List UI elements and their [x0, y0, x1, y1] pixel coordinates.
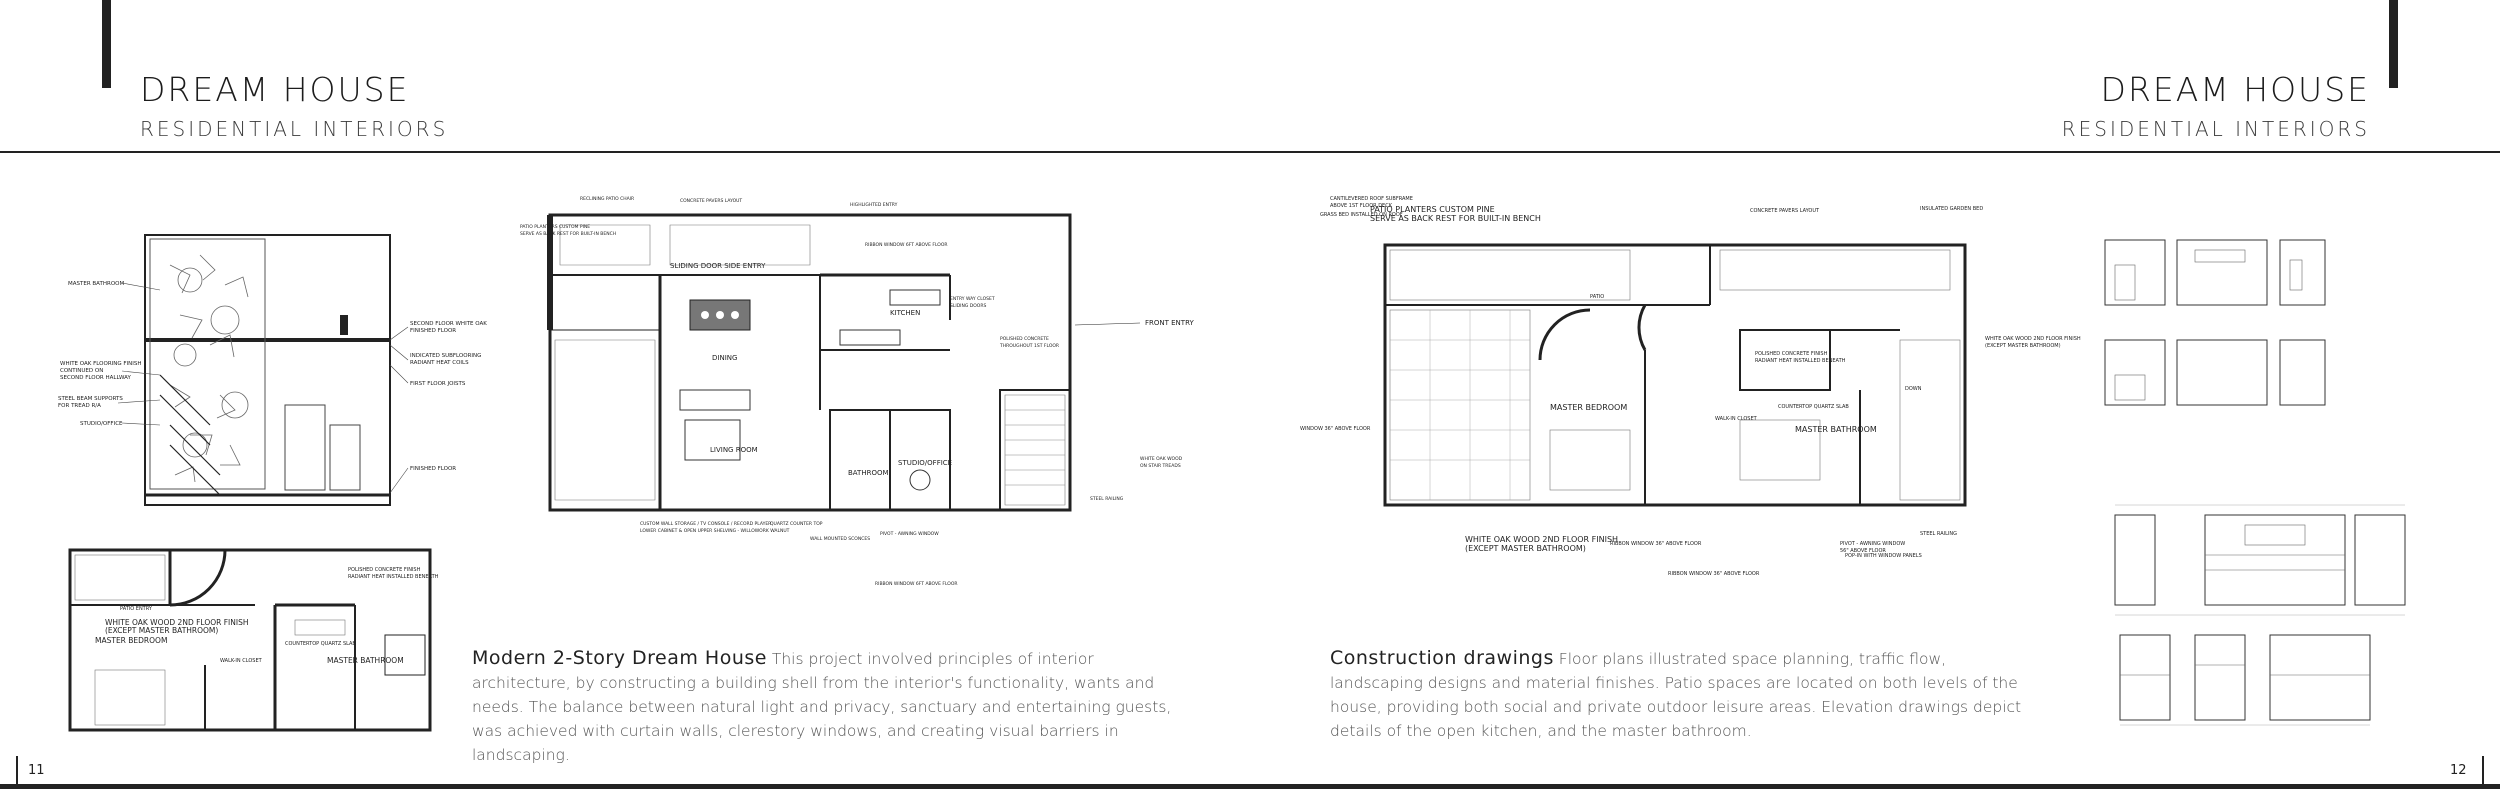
svg-text:RADIANT HEAT INSTALLED BENEATH: RADIANT HEAT INSTALLED BENEATH: [348, 574, 439, 580]
svg-text:PATIO ENTRY: PATIO ENTRY: [120, 606, 152, 612]
svg-text:SERVE AS BACK REST FOR BUILT-I: SERVE AS BACK REST FOR BUILT-IN BENCH: [520, 232, 617, 237]
left-description-body: This project involved principles of interior architecture, by constructing a building shell from the interior's functionality, wants and needs. The balance between natural light and privacy, sanctuary and entertaining guests, was achieved with curtain walls, clerestory windows, and creating visual barriers in landscaping.: [472, 650, 1172, 764]
svg-text:MASTER BATHROOM: MASTER BATHROOM: [1795, 425, 1877, 434]
svg-text:RIBBON WINDOW 6FT ABOVE FLOOR: RIBBON WINDOW 6FT ABOVE FLOOR: [865, 243, 948, 248]
svg-text:POLISHED CONCRETE: POLISHED CONCRETE: [1000, 337, 1049, 342]
svg-text:CONTINUED ON: CONTINUED ON: [60, 368, 104, 374]
header-rule: [0, 151, 2500, 153]
second-floor-plan: [1300, 190, 2081, 590]
svg-text:DINING: DINING: [712, 354, 738, 362]
svg-text:COUNTERTOP QUARTZ SLAB: COUNTERTOP QUARTZ SLAB: [285, 641, 356, 647]
svg-text:KITCHEN: KITCHEN: [890, 309, 921, 317]
svg-text:PATIO PLANTERS CUSTOM PINE: PATIO PLANTERS CUSTOM PINE: [520, 225, 591, 230]
svg-text:RIBBON WINDOW 36" ABOVE FLOOR: RIBBON WINDOW 36" ABOVE FLOOR: [1668, 571, 1760, 577]
svg-text:SLIDING DOORS: SLIDING DOORS: [950, 304, 987, 309]
right-header-subtitle: RESIDENTIAL INTERIORS: [2061, 117, 2370, 141]
left-header-bar: [102, 0, 111, 88]
svg-text:MASTER BEDROOM: MASTER BEDROOM: [1550, 403, 1628, 412]
svg-text:STUDIO/OFFICE: STUDIO/OFFICE: [898, 459, 953, 467]
svg-text:(EXCEPT MASTER BATHROOM): (EXCEPT MASTER BATHROOM): [1465, 544, 1586, 553]
svg-text:FINISHED FLOOR: FINISHED FLOOR: [410, 328, 457, 334]
footer-rule: [0, 784, 2500, 789]
svg-text:SECOND FLOOR HALLWAY: SECOND FLOOR HALLWAY: [60, 375, 131, 381]
elevation-drawings: [2095, 225, 2425, 755]
svg-text:PIVOT - AWNING WINDOW: PIVOT - AWNING WINDOW: [880, 532, 939, 537]
left-header-subtitle: RESIDENTIAL INTERIORS: [140, 117, 449, 141]
svg-text:WINDOW 36" ABOVE FLOOR: WINDOW 36" ABOVE FLOOR: [1300, 426, 1371, 432]
svg-text:WHITE OAK FLOORING FINISH: WHITE OAK FLOORING FINISH: [60, 361, 142, 367]
svg-text:LIVING ROOM: LIVING ROOM: [710, 446, 758, 454]
svg-text:STEEL RAILING: STEEL RAILING: [1920, 531, 1957, 537]
svg-text:MASTER BEDROOM: MASTER BEDROOM: [95, 636, 168, 645]
svg-text:LOWER CABINET & OPEN UPPER SHE: LOWER CABINET & OPEN UPPER SHELVING - WILLOWORK WALNUT: [640, 529, 790, 534]
svg-text:MASTER BATHROOM: MASTER BATHROOM: [68, 281, 125, 287]
svg-text:SERVE AS BACK REST FOR BUILT-I: SERVE AS BACK REST FOR BUILT-IN BENCH: [1370, 214, 1541, 223]
svg-text:56" ABOVE FLOOR: 56" ABOVE FLOOR: [1840, 548, 1886, 554]
svg-text:ON STAIR TREADS: ON STAIR TREADS: [1140, 464, 1181, 469]
svg-text:WALK-IN CLOSET: WALK-IN CLOSET: [1715, 416, 1757, 422]
svg-text:STEEL RAILING: STEEL RAILING: [1090, 497, 1124, 502]
svg-text:(EXCEPT MASTER BATHROOM): (EXCEPT MASTER BATHROOM): [1985, 343, 2061, 349]
left-footer-mark: [16, 756, 18, 786]
svg-text:WHITE OAK WOOD 2ND FLOOR FINIS: WHITE OAK WOOD 2ND FLOOR FINISH: [1465, 535, 1619, 544]
svg-text:CANTILEVERED ROOF SUBFRAME: CANTILEVERED ROOF SUBFRAME: [1330, 196, 1413, 202]
svg-text:WHITE OAK WOOD 2ND FLOOR FINIS: WHITE OAK WOOD 2ND FLOOR FINISH: [1985, 336, 2081, 342]
svg-text:STEEL BEAM SUPPORTS: STEEL BEAM SUPPORTS: [58, 396, 123, 402]
svg-text:DOWN: DOWN: [1905, 386, 1922, 392]
svg-text:BATHROOM: BATHROOM: [848, 469, 889, 477]
svg-text:FRONT ENTRY: FRONT ENTRY: [1145, 319, 1194, 327]
svg-text:FIRST FLOOR JOISTS: FIRST FLOOR JOISTS: [410, 381, 466, 387]
svg-text:GRASS BED INSTALLED ON ROOF: GRASS BED INSTALLED ON ROOF: [1320, 212, 1403, 218]
first-floor-plan: [520, 190, 1220, 590]
left-header-title: DREAM HOUSE: [140, 70, 410, 109]
svg-text:INSULATED GARDEN BED: INSULATED GARDEN BED: [1920, 206, 1984, 212]
svg-text:RECLINING PATIO CHAIR: RECLINING PATIO CHAIR: [580, 197, 635, 202]
left-description-title: Modern 2-Story Dream House: [472, 647, 767, 669]
svg-text:CONCRETE PAVERS LAYOUT: CONCRETE PAVERS LAYOUT: [1750, 208, 1820, 214]
svg-text:CUSTOM WALL STORAGE / TV CONSO: CUSTOM WALL STORAGE / TV CONSOLE / RECORD PLAYER: [640, 522, 772, 527]
svg-text:RIBBON WINDOW 6FT ABOVE FLOOR: RIBBON WINDOW 6FT ABOVE FLOOR: [875, 582, 958, 587]
svg-text:PIVOT - AWNING WINDOW: PIVOT - AWNING WINDOW: [1840, 541, 1906, 547]
section-drawing: [50, 225, 487, 515]
svg-text:CONCRETE PAVERS LAYOUT: CONCRETE PAVERS LAYOUT: [680, 199, 743, 204]
svg-text:WHITE OAK WOOD 2ND FLOOR FINIS: WHITE OAK WOOD 2ND FLOOR FINISH: [105, 618, 249, 627]
right-header-title: DREAM HOUSE: [2100, 70, 2370, 109]
svg-text:INDICATED SUBFLOORING: INDICATED SUBFLOORING: [410, 353, 482, 359]
svg-text:SLIDING DOOR SIDE ENTRY: SLIDING DOOR SIDE ENTRY: [670, 262, 766, 270]
svg-text:HIGHLIGHTED ENTRY: HIGHLIGHTED ENTRY: [850, 203, 898, 208]
svg-text:COUNTERTOP QUARTZ SLAB: COUNTERTOP QUARTZ SLAB: [1778, 404, 1849, 410]
svg-text:MASTER BATHROOM: MASTER BATHROOM: [327, 656, 404, 665]
svg-text:ABOVE 1ST FLOOR DECK: ABOVE 1ST FLOOR DECK: [1330, 203, 1392, 209]
left-description: [472, 646, 1172, 767]
right-header-bar: [2389, 0, 2398, 88]
svg-text:POLISHED CONCRETE FINISH: POLISHED CONCRETE FINISH: [348, 567, 421, 573]
svg-text:RIBBON WINDOW 36" ABOVE FLOOR: RIBBON WINDOW 36" ABOVE FLOOR: [1610, 541, 1702, 547]
right-page-number: 12: [2450, 763, 2467, 778]
svg-text:SECOND FLOOR WHITE OAK: SECOND FLOOR WHITE OAK: [410, 321, 487, 327]
right-footer-mark: [2482, 756, 2484, 786]
svg-text:WHITE OAK WOOD: WHITE OAK WOOD: [1140, 457, 1183, 462]
svg-text:POLISHED CONCRETE FINISH: POLISHED CONCRETE FINISH: [1755, 351, 1828, 357]
svg-text:STUDIO/OFFICE: STUDIO/OFFICE: [80, 421, 123, 427]
left-page-number: 11: [28, 763, 45, 778]
svg-text:WALK-IN CLOSET: WALK-IN CLOSET: [220, 658, 262, 664]
svg-text:FOR TREAD R/A: FOR TREAD R/A: [58, 403, 101, 409]
second-floor-partial-plan: [65, 545, 465, 735]
svg-text:ENTRY WAY CLOSET: ENTRY WAY CLOSET: [950, 297, 995, 302]
right-description-body: Floor plans illustrated space planning, traffic flow, landscaping designs and material finishes. Patio spaces are located on both levels of the house, providing both social and private outdoor leisure areas. Elevation drawings depict details of the open kitchen, and the master bathroom.: [1330, 650, 2022, 740]
svg-text:FINISHED FLOOR: FINISHED FLOOR: [410, 466, 457, 472]
svg-text:RADIANT HEAT INSTALLED BENEATH: RADIANT HEAT INSTALLED BENEATH: [1755, 358, 1846, 364]
svg-text:PATIO: PATIO: [1590, 294, 1605, 300]
svg-text:WALL MOUNTED SCONCES: WALL MOUNTED SCONCES: [810, 537, 871, 542]
svg-text:QUARTZ COUNTER TOP: QUARTZ COUNTER TOP: [770, 522, 823, 527]
svg-text:POP-IN WITH WINDOW PANELS: POP-IN WITH WINDOW PANELS: [1845, 553, 1922, 559]
svg-text:PATIO PLANTERS CUSTOM PINE: PATIO PLANTERS CUSTOM PINE: [1370, 205, 1495, 214]
right-description: [1330, 646, 2030, 743]
svg-text:RADIANT HEAT COILS: RADIANT HEAT COILS: [410, 360, 469, 366]
svg-text:THROUGHOUT 1ST FLOOR: THROUGHOUT 1ST FLOOR: [1000, 344, 1060, 349]
svg-text:(EXCEPT MASTER BATHROOM): (EXCEPT MASTER BATHROOM): [105, 626, 219, 635]
right-description-title: Construction drawings: [1330, 647, 1554, 669]
